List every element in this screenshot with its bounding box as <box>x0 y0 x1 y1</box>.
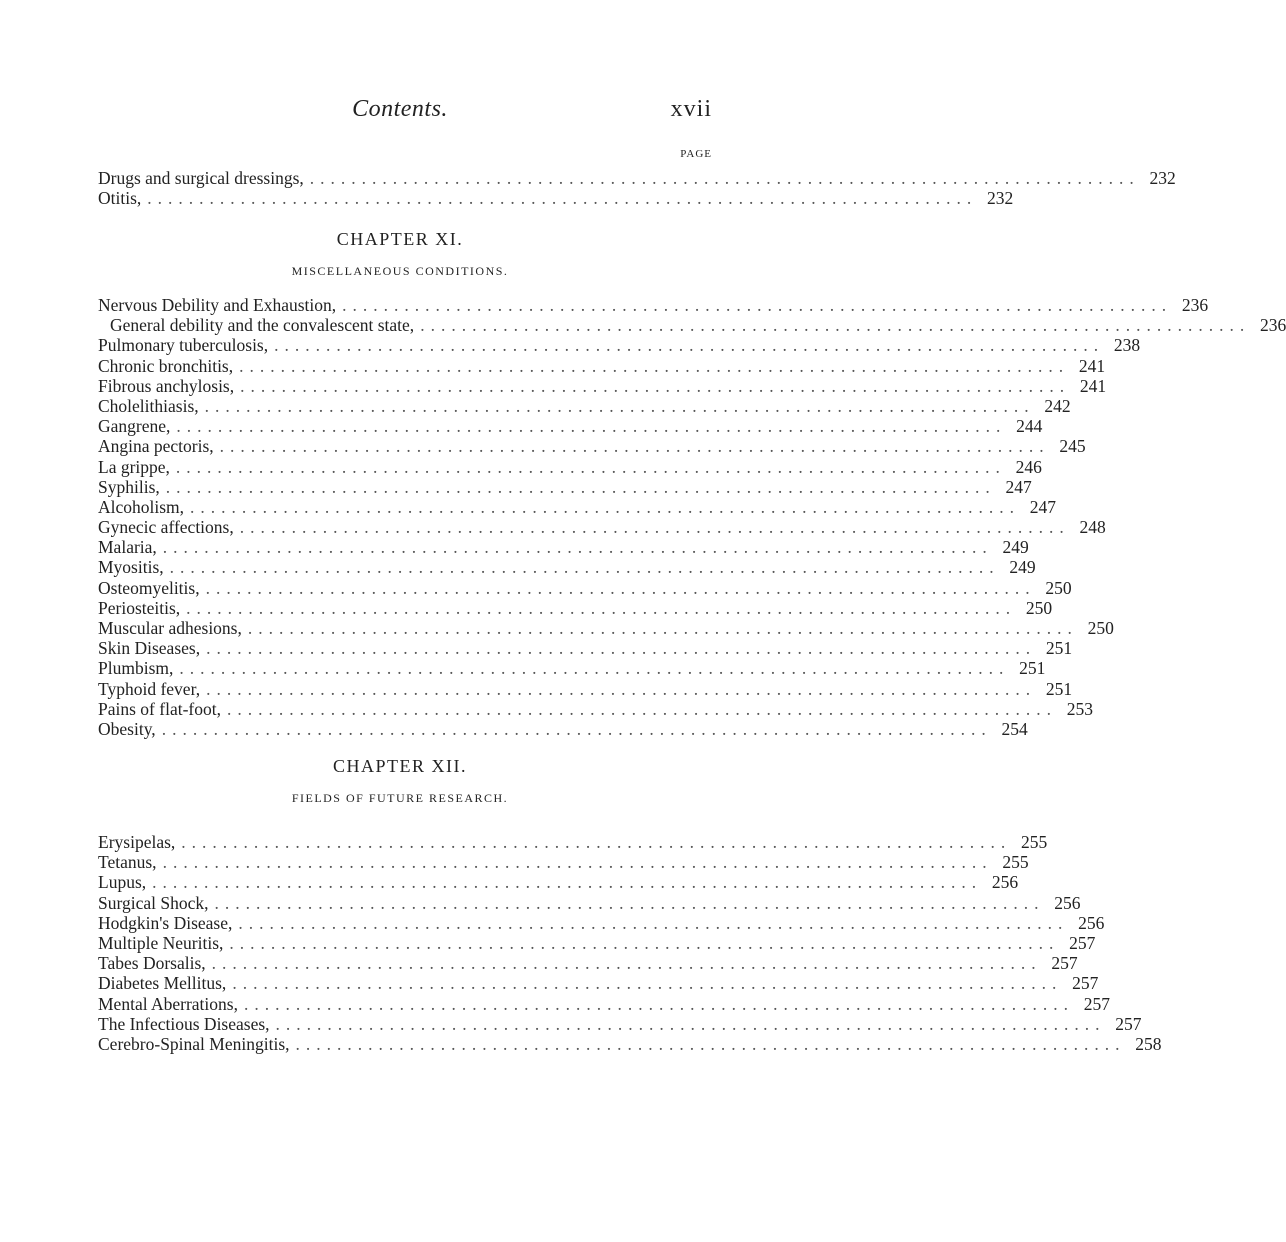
toc-entry-label: Osteomyelitis, <box>98 577 200 598</box>
dot-leader: ................................................................................ <box>342 295 1173 315</box>
toc-entry-label: Plumbism, <box>98 658 174 679</box>
toc-entry-page: 250 <box>1025 597 1053 618</box>
toc-entry <box>98 496 1057 517</box>
dot-leader: ................................................................................ <box>295 1033 1126 1054</box>
running-title: Contents. <box>352 96 448 122</box>
toc-entry <box>98 335 1141 356</box>
toc-entry <box>98 188 1014 209</box>
toc-entry <box>98 658 1046 679</box>
dot-leader: ................................................................................ <box>214 892 1045 913</box>
toc-entry <box>98 832 1048 852</box>
dot-leader: ................................................................................ <box>247 618 1078 638</box>
dot-leader: ................................................................................ <box>190 496 1021 517</box>
toc-entry <box>98 577 1072 598</box>
page-column-label: PAGE <box>680 148 712 160</box>
toc-entry <box>98 295 1209 315</box>
toc-entry-page: 257 <box>1072 973 1099 994</box>
toc-entry-page: 256 <box>1078 912 1105 933</box>
chapter-12-subtitle: FIELDS OF FUTURE RESEARCH. <box>291 791 509 805</box>
toc-entry-label: Syphilis, <box>98 476 160 497</box>
chapter-12-title: CHAPTER XII. <box>333 756 467 776</box>
toc-entry <box>98 557 1036 578</box>
toc-entry <box>98 852 1029 873</box>
toc-entry-label: Nervous Debility and Exhaustion, <box>98 295 337 315</box>
toc-entry <box>98 597 1053 618</box>
toc-entry-label: Drugs and surgical dressings, <box>98 168 304 188</box>
dot-leader: ................................................................................ <box>147 188 978 209</box>
toc-entry <box>98 892 1081 913</box>
dot-leader: ................................................................................ <box>206 678 1037 699</box>
dot-leader: ................................................................................ <box>169 557 1000 578</box>
toc-entry-page: 244 <box>1016 416 1043 437</box>
toc-entry <box>98 375 1107 396</box>
toc-entry-label: Alcoholism, <box>98 496 185 517</box>
chapter-11-title: CHAPTER XI. <box>336 229 464 249</box>
toc-entry-label: Gynecic affections, <box>98 517 234 538</box>
dot-leader: ................................................................................ <box>219 436 1050 457</box>
toc-entry <box>98 912 1105 933</box>
toc-entry-page: 251 <box>1045 678 1073 699</box>
dot-leader: ................................................................................ <box>275 1013 1106 1034</box>
top-entries <box>98 168 1176 209</box>
dot-leader: ................................................................................ <box>243 993 1074 1014</box>
toc-entry-label: Erysipelas, <box>98 832 176 852</box>
toc-entry-page: 257 <box>1069 932 1096 953</box>
toc-entry <box>98 436 1086 457</box>
toc-entry-page: 236 <box>1259 315 1286 336</box>
dot-leader: ................................................................................ <box>179 658 1010 679</box>
toc-entry-page: 250 <box>1087 618 1114 638</box>
toc-entry-page: 246 <box>1015 456 1042 477</box>
toc-entry <box>98 456 1042 477</box>
dot-leader: ................................................................................ <box>226 698 1057 719</box>
chapter-11-subtitle: MISCELLANEOUS CONDITIONS. <box>291 264 509 278</box>
dot-leader: ................................................................................ <box>181 832 1012 852</box>
toc-entry-label: Angina pectoris, <box>98 436 214 457</box>
toc-entry <box>98 932 1096 953</box>
toc-entry-label: General debility and the convalescent state, <box>110 315 415 336</box>
toc-entry-label: Mental Aberrations, <box>98 993 238 1014</box>
toc-entry-label: Periosteitis, <box>98 597 181 618</box>
toc-entry-page: 247 <box>1005 476 1032 497</box>
dot-leader: ................................................................................ <box>240 375 1071 396</box>
toc-entry <box>98 355 1106 376</box>
toc-entry-label: Tabes Dorsalis, <box>98 953 206 974</box>
toc-entry <box>98 973 1099 994</box>
toc-entry-label: The Infectious Diseases, <box>98 1013 270 1034</box>
toc-entry-label: Surgical Shock, <box>98 892 209 913</box>
toc-entry <box>98 315 1286 336</box>
toc-entry-label: Gangrene, <box>98 416 171 437</box>
toc-entry <box>98 953 1078 974</box>
dot-leader: ................................................................................ <box>420 315 1251 336</box>
toc-entry-label: Diabetes Mellitus, <box>98 973 227 994</box>
toc-entry <box>98 1033 1162 1054</box>
toc-entry-page: 258 <box>1135 1033 1162 1054</box>
toc-entry <box>98 678 1073 699</box>
toc-entry-page: 255 <box>1021 832 1048 852</box>
dot-leader: ................................................................................ <box>186 597 1017 618</box>
toc-entry-label: Typhoid fever, <box>98 678 201 699</box>
toc-entry-page: 242 <box>1044 395 1071 416</box>
toc-entry-label: Lupus, <box>98 872 147 893</box>
toc-entry <box>98 872 1019 893</box>
toc-entry-page: 251 <box>1019 658 1046 679</box>
dot-leader: ................................................................................ <box>162 852 993 873</box>
dot-leader: ................................................................................ <box>176 416 1007 437</box>
toc-entry-page: 249 <box>1009 557 1036 578</box>
dot-leader: ................................................................................ <box>162 537 993 558</box>
toc-entry-page: 248 <box>1079 517 1106 538</box>
toc-entry-page: 256 <box>991 872 1019 893</box>
toc-entry-label: Skin Diseases, <box>98 638 201 659</box>
toc-entry <box>98 993 1110 1014</box>
toc-entry <box>98 168 1176 188</box>
toc-entry-page: 253 <box>1066 698 1093 719</box>
toc-entry <box>98 1013 1142 1034</box>
dot-leader: ................................................................................ <box>309 168 1140 188</box>
dot-leader: ................................................................................ <box>239 517 1070 538</box>
toc-entry <box>98 416 1043 437</box>
toc-entry-page: 251 <box>1045 638 1073 659</box>
toc-entry-page: 257 <box>1051 953 1078 974</box>
dot-leader: ................................................................................ <box>232 973 1063 994</box>
dot-leader: ................................................................................ <box>175 456 1006 477</box>
dot-leader: ................................................................................ <box>238 912 1069 933</box>
toc-entry-page: 247 <box>1029 496 1057 517</box>
toc-entry-page: 254 <box>1001 718 1028 739</box>
toc-entry-label: Myositis, <box>98 557 164 578</box>
dot-leader: ................................................................................ <box>274 335 1105 356</box>
toc-entry <box>98 537 1029 558</box>
toc-entry-label: La grippe, <box>98 456 170 477</box>
toc-entry-page: 241 <box>1078 355 1106 376</box>
toc-entry-page: 232 <box>987 188 1014 209</box>
dot-leader: ................................................................................ <box>239 355 1070 376</box>
toc-entry-label: Hodgkin's Disease, <box>98 912 233 933</box>
toc-entry <box>98 618 1114 638</box>
toc-entry-page: 255 <box>1002 852 1029 873</box>
dot-leader: ................................................................................ <box>211 953 1042 974</box>
dot-leader: ................................................................................ <box>206 638 1037 659</box>
dot-leader: ................................................................................ <box>204 395 1035 416</box>
chapter-11-entries <box>98 295 1286 739</box>
toc-entry-label: Cerebro-Spinal Meningitis, <box>98 1033 290 1054</box>
dot-leader: ................................................................................ <box>152 872 983 893</box>
toc-entry-label: Otitis, <box>98 188 142 209</box>
toc-entry <box>98 517 1106 538</box>
toc-entry-page: 241 <box>1079 375 1107 396</box>
toc-entry <box>98 395 1071 416</box>
toc-entry <box>98 476 1032 497</box>
toc-entry-label: Chronic bronchitis, <box>98 355 234 376</box>
toc-entry-page: 249 <box>1002 537 1029 558</box>
toc-entry-page: 257 <box>1083 993 1110 1014</box>
toc-entry-page: 250 <box>1045 577 1072 598</box>
toc-entry-label: Cholelithiasis, <box>98 395 199 416</box>
dot-leader: ................................................................................ <box>205 577 1036 598</box>
toc-entry-label: Pains of flat-foot, <box>98 698 221 719</box>
dot-leader: ................................................................................ <box>161 718 992 739</box>
toc-entry-label: Pulmonary tuberculosis, <box>98 335 269 356</box>
toc-entry-label: Fibrous anchylosis, <box>98 375 235 396</box>
toc-entry-label: Tetanus, <box>98 852 157 873</box>
chapter-12-entries <box>98 832 1162 1054</box>
dot-leader: ................................................................................ <box>229 932 1060 953</box>
toc-entry-page: 257 <box>1115 1013 1142 1034</box>
toc-entry-label: Malaria, <box>98 537 157 558</box>
toc-entry-page: 245 <box>1059 436 1086 457</box>
toc-entry-page: 236 <box>1181 295 1209 315</box>
dot-leader: ................................................................................ <box>165 476 996 497</box>
toc-entry-page: 232 <box>1149 168 1176 188</box>
toc-entry <box>98 638 1073 659</box>
page-number: xvii <box>670 96 712 122</box>
toc-entry-page: 238 <box>1113 335 1141 356</box>
toc-entry <box>98 718 1028 739</box>
toc-entry-label: Multiple Neuritis, <box>98 932 224 953</box>
toc-entry-page: 256 <box>1054 892 1081 913</box>
toc-entry <box>98 698 1093 719</box>
toc-entry-label: Obesity, <box>98 718 156 739</box>
toc-entry-label: Muscular adhesions, <box>98 618 242 638</box>
